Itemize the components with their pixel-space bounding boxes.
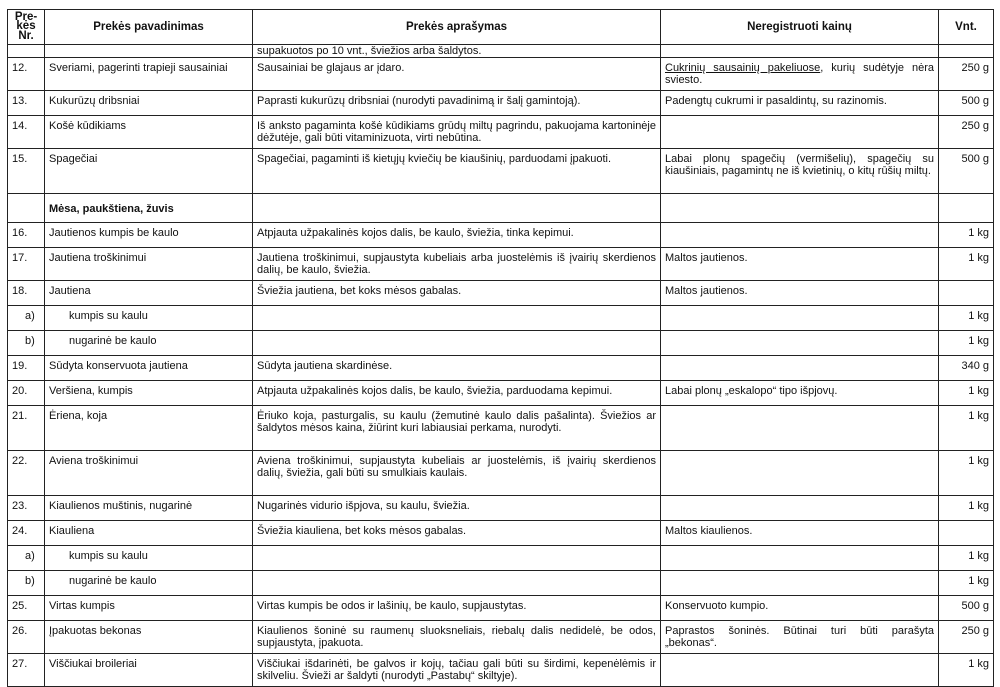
- row-number: 22.: [8, 451, 45, 496]
- row-description: Viščiukai išdarinėti, be galvos ir kojų, tačiau gali būti su širdimi, kepenėlėmis ir skilveliu. Švieži ar šaldyti (nurodyti „Pastabų“ skiltyje).: [253, 654, 661, 687]
- row-unregistered: [661, 223, 939, 248]
- row-number: 15.: [8, 149, 45, 194]
- row-product-name: Kiaulienos muštinis, nugarinė: [45, 496, 253, 521]
- table-row: [8, 381, 994, 406]
- row-number: 12.: [8, 58, 45, 91]
- row-description: Virtas kumpis be odos ir lašinių, be kaulo, supjaustytas.: [253, 596, 661, 621]
- row-description: Nugarinės vidurio išpjova, su kaulu, šviežia.: [253, 496, 661, 521]
- row-description: Šviežia kiauliena, bet koks mėsos gabalas.: [253, 521, 661, 546]
- table-row: [8, 91, 994, 116]
- row-product-name: nugarinė be kaulo: [45, 571, 253, 596]
- row-unregistered: [661, 45, 939, 58]
- table-row: [8, 58, 994, 91]
- row-description: Kiaulienos šoninė su raumenų sluoksneliais, riebalų dalis nedidelė, be odos, supjaustyta, įpakuota.: [253, 621, 661, 654]
- row-unit: [939, 45, 994, 58]
- row-product-name: [45, 45, 253, 58]
- row-unregistered: [661, 451, 939, 496]
- row-product-name: Sūdyta konservuota jautiena: [45, 356, 253, 381]
- row-unregistered: Maltos kiaulienos.: [661, 521, 939, 546]
- row-unit: 500 g: [939, 596, 994, 621]
- row-number: 25.: [8, 596, 45, 621]
- row-unit: 1 kg: [939, 496, 994, 521]
- row-unregistered: [661, 654, 939, 687]
- row-unit: [939, 521, 994, 546]
- row-unregistered: [661, 406, 939, 451]
- row-number: 13.: [8, 91, 45, 116]
- row-product-name: Jautienos kumpis be kaulo: [45, 223, 253, 248]
- row-unregistered: Cukrinių sausainių pakeliuose, kurių sudėtyje nėra sviesto.: [661, 58, 939, 91]
- row-unregistered: [661, 356, 939, 381]
- table-row: [8, 521, 994, 546]
- row-product-name: Sveriami, pagerinti trapieji sausainiai: [45, 58, 253, 91]
- row-product-name: Aviena troškinimui: [45, 451, 253, 496]
- row-description: [253, 546, 661, 571]
- row-unit: 1 kg: [939, 654, 994, 687]
- row-description: Sausainiai be glajaus ar įdaro.: [253, 58, 661, 91]
- row-unregistered: [661, 306, 939, 331]
- table-row: [8, 281, 994, 306]
- row-unit: 250 g: [939, 621, 994, 654]
- row-product-name: Kukurūzų dribsniai: [45, 91, 253, 116]
- row-product-name: nugarinė be kaulo: [45, 331, 253, 356]
- row-unregistered: Padengtų cukrumi ir pasaldintų, su razinomis.: [661, 91, 939, 116]
- row-number: 23.: [8, 496, 45, 521]
- row-unit: 1 kg: [939, 451, 994, 496]
- table-row: [8, 451, 994, 496]
- row-number: a): [8, 306, 45, 331]
- table-header-row: [8, 10, 994, 45]
- row-description: Šviežia jautiena, bet koks mėsos gabalas.: [253, 281, 661, 306]
- row-description: [253, 331, 661, 356]
- row-description: Spagečiai, pagaminti iš kietųjų kviečių be kiaušinių, parduodami įpakuoti.: [253, 149, 661, 194]
- row-number: 14.: [8, 116, 45, 149]
- row-unregistered: [661, 331, 939, 356]
- header-unregistered-prices: Neregistruoti kainų: [661, 10, 939, 45]
- row-unregistered: Labai plonų spagečių (vermišelių), spagečių su kiaušiniais, pagamintų ne iš kvietinių, o kitų rūšių miltų.: [661, 149, 939, 194]
- row-unit: 1 kg: [939, 306, 994, 331]
- row-unit: 340 g: [939, 356, 994, 381]
- row-description: Ėriuko koja, pasturgalis, su kaulu (žemutinė kaulo dalis pašalinta). Šviežios ar šaldytos mėsos kaina, žiūrint kuri labiausiai perkama, nurodyti.: [253, 406, 661, 451]
- row-unregistered: Labai plonų „eskalopo“ tipo išpjovų.: [661, 381, 939, 406]
- table-row: [8, 621, 994, 654]
- row-description: supakuotos po 10 vnt., šviežios arba šaldytos.: [253, 45, 661, 58]
- row-number: 26.: [8, 621, 45, 654]
- table-row: [8, 571, 994, 596]
- header-product-name: Prekės pavadinimas: [45, 10, 253, 45]
- row-number: b): [8, 571, 45, 596]
- row-product-name: Veršiena, kumpis: [45, 381, 253, 406]
- row-description: Atpjauta užpakalinės kojos dalis, be kaulo, šviežia, tinka kepimui.: [253, 223, 661, 248]
- table-row: [8, 248, 994, 281]
- row-number: 19.: [8, 356, 45, 381]
- row-unit: 1 kg: [939, 546, 994, 571]
- row-number: 17.: [8, 248, 45, 281]
- row-unit: 500 g: [939, 91, 994, 116]
- row-unregistered: Paprastos šoninės. Būtinai turi būti parašyta „bekonas“.: [661, 621, 939, 654]
- row-description: [253, 306, 661, 331]
- header-number: Pre- kės Nr.: [8, 10, 45, 45]
- row-unit: 250 g: [939, 116, 994, 149]
- row-product-name: Ėriena, koja: [45, 406, 253, 451]
- row-description: Iš anksto pagaminta košė kūdikiams grūdų miltų pagrindu, pakuojama kartoninėje dėžutėje, gali būti vitaminizuota, virti nebūtina.: [253, 116, 661, 149]
- row-unit: [939, 281, 994, 306]
- table-row: [8, 331, 994, 356]
- table-row: [8, 406, 994, 451]
- table-row: [8, 306, 994, 331]
- row-unit: 500 g: [939, 149, 994, 194]
- row-product-name: Košė kūdikiams: [45, 116, 253, 149]
- row-product-name: kumpis su kaulu: [45, 306, 253, 331]
- header-unit: Vnt.: [939, 10, 994, 45]
- row-number: 18.: [8, 281, 45, 306]
- row-number: 21.: [8, 406, 45, 451]
- table-row: [8, 546, 994, 571]
- row-product-name: Kiauliena: [45, 521, 253, 546]
- table-row: [8, 496, 994, 521]
- row-product-name: kumpis su kaulu: [45, 546, 253, 571]
- row-unit: 1 kg: [939, 248, 994, 281]
- table-row: [8, 596, 994, 621]
- table-row: [8, 116, 994, 149]
- section-title: Mėsa, paukštiena, žuvis: [45, 194, 253, 223]
- row-unit: 1 kg: [939, 406, 994, 451]
- table-row: [8, 356, 994, 381]
- section-row: [8, 194, 994, 223]
- row-unregistered: [661, 496, 939, 521]
- row-unregistered: Maltos jautienos.: [661, 248, 939, 281]
- row-number: [8, 45, 45, 58]
- row-unit: 1 kg: [939, 381, 994, 406]
- row-product-name: Viščiukai broileriai: [45, 654, 253, 687]
- row-unit: 250 g: [939, 58, 994, 91]
- row-unregistered: [661, 116, 939, 149]
- row-number: b): [8, 331, 45, 356]
- table-row: [8, 654, 994, 687]
- row-description: Atpjauta užpakalinės kojos dalis, be kaulo, šviežia, parduodama kepimui.: [253, 381, 661, 406]
- row-product-name: Virtas kumpis: [45, 596, 253, 621]
- row-product-name: Jautiena troškinimui: [45, 248, 253, 281]
- row-unregistered: [661, 571, 939, 596]
- row-product-name: Įpakuotas bekonas: [45, 621, 253, 654]
- row-description: Jautiena troškinimui, supjaustyta kubeliais arba juostelėmis iš įvairių skerdienos dalių, be kaulo, šviežia.: [253, 248, 661, 281]
- row-product-name: Jautiena: [45, 281, 253, 306]
- row-product-name: Spagečiai: [45, 149, 253, 194]
- row-unregistered: Konservuoto kumpio.: [661, 596, 939, 621]
- row-unit: 1 kg: [939, 223, 994, 248]
- row-description: [253, 571, 661, 596]
- row-number: 24.: [8, 521, 45, 546]
- price-items-table: [7, 9, 994, 687]
- row-number: 16.: [8, 223, 45, 248]
- row-number: a): [8, 546, 45, 571]
- row-unregistered: [661, 546, 939, 571]
- row-number: 27.: [8, 654, 45, 687]
- table-row: [8, 223, 994, 248]
- table-row: [8, 149, 994, 194]
- table-row: [8, 45, 994, 58]
- row-description: Sūdyta jautiena skardinėse.: [253, 356, 661, 381]
- row-unregistered: Maltos jautienos.: [661, 281, 939, 306]
- underlined-term: Cukrinių sausainių pakeliuose: [665, 62, 821, 74]
- row-unit: 1 kg: [939, 571, 994, 596]
- row-description: Paprasti kukurūzų dribsniai (nurodyti pavadinimą ir šalį gamintoją).: [253, 91, 661, 116]
- row-number: 20.: [8, 381, 45, 406]
- row-description: Aviena troškinimui, supjaustyta kubeliais ar juostelėmis, iš įvairių skerdienos dalių, šviežia, gali būti su smulkiais kaulais.: [253, 451, 661, 496]
- row-unit: 1 kg: [939, 331, 994, 356]
- header-product-description: Prekės aprašymas: [253, 10, 661, 45]
